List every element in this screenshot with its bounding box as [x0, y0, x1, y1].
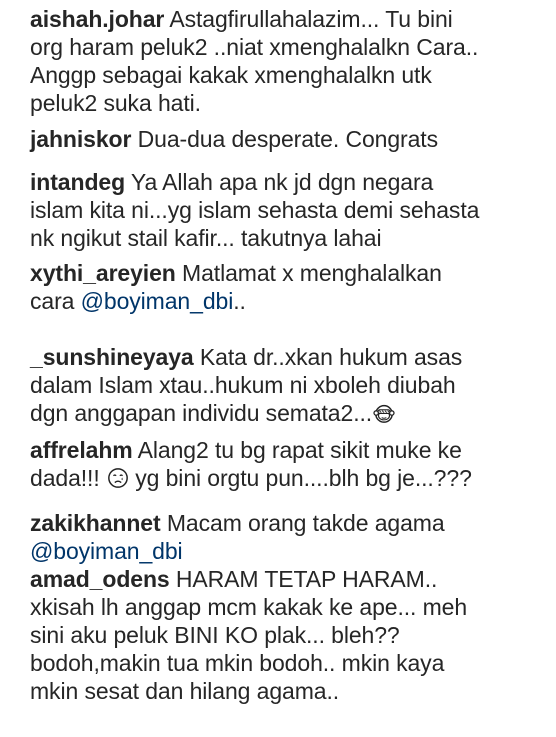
- comment-text: bodoh,makin tua mkin bodoh.. mkin kaya: [30, 650, 445, 676]
- comment-text: cara: [30, 288, 75, 314]
- comment-item: [30, 5, 545, 117]
- mention-link[interactable]: @boyiman_dbi: [80, 288, 234, 314]
- comment-line: [30, 509, 545, 537]
- comment-username[interactable]: amad_odens: [30, 566, 170, 592]
- comment-item: [30, 436, 545, 492]
- comment-item: [30, 168, 545, 252]
- comment-text: mkin sesat dan hilang agama..: [30, 678, 340, 704]
- comment-item: [30, 509, 545, 565]
- comment-text: Kata dr..xkan hukum asas: [199, 344, 463, 370]
- comment-text: Ya Allah apa nk jd dgn negara: [130, 169, 434, 195]
- comment-text: Dua-dua desperate. Congrats: [137, 126, 438, 152]
- comment-text: ..: [233, 288, 246, 314]
- comment-line: [30, 565, 545, 593]
- comment-username[interactable]: affrelahm: [30, 437, 133, 463]
- comment-text: peluk2 suka hati.: [30, 90, 201, 116]
- comment-text: Astagfirullahalazim... Tu bini: [169, 6, 453, 32]
- comment-text: yg bini orgtu pun....blh bg je...???: [135, 465, 472, 491]
- comment-username[interactable]: intandeg: [30, 169, 126, 195]
- comment-username[interactable]: aishah.johar: [30, 6, 165, 32]
- comment-text: Matlamat x menghalalkan: [182, 260, 442, 286]
- comment-text: dgn anggapan individu semata2...: [30, 400, 373, 426]
- comment-text: sini aku peluk BINI KO plak... bleh??: [30, 622, 400, 648]
- comment-line: [30, 5, 545, 33]
- comment-line: [30, 168, 545, 196]
- monkey-icon: [373, 402, 395, 424]
- comment-username[interactable]: xythi_areyien: [30, 260, 176, 286]
- comment-text: xkisah lh anggap mcm kakak ke ape... meh: [30, 594, 468, 620]
- comment-text: dada!!!: [30, 465, 100, 491]
- comment-item: [30, 343, 545, 427]
- comment-line: [30, 399, 545, 427]
- comment-text: org haram peluk2 ..niat xmenghalalkn Cara..: [30, 34, 479, 60]
- comment-line: [30, 436, 545, 464]
- crying-face-icon: [107, 467, 129, 489]
- comment-text: Macam orang takde agama: [166, 510, 445, 536]
- comment-line: [30, 259, 545, 287]
- comment-text: islam kita ni...yg islam sehasta demi sehasta: [30, 197, 480, 223]
- comment-line: [30, 464, 545, 492]
- comment-line: [30, 287, 545, 315]
- comment-text: Alang2 tu bg rapat sikit muke ke: [137, 437, 462, 463]
- mention-link[interactable]: @boyiman_dbi: [30, 538, 183, 564]
- comment-text: nk ngikut stail kafir... takutnya lahai: [30, 225, 382, 251]
- comment-text: Anggp sebagai kakak xmenghalalkn utk: [30, 62, 432, 88]
- comment-text: HARAM TETAP HARAM..: [175, 566, 438, 592]
- comment-username[interactable]: zakikhannet: [30, 510, 161, 536]
- comment-item: [30, 125, 545, 153]
- comment-text: dalam Islam xtau..hukum ni xboleh diubah: [30, 372, 456, 398]
- comment-item: [30, 259, 545, 315]
- comment-username[interactable]: _sunshineyaya: [30, 344, 194, 370]
- comment-item: [30, 565, 545, 705]
- comment-line: [30, 125, 545, 153]
- comment-line: [30, 343, 545, 371]
- comment-line: [30, 537, 545, 565]
- comment-username[interactable]: jahniskor: [30, 126, 132, 152]
